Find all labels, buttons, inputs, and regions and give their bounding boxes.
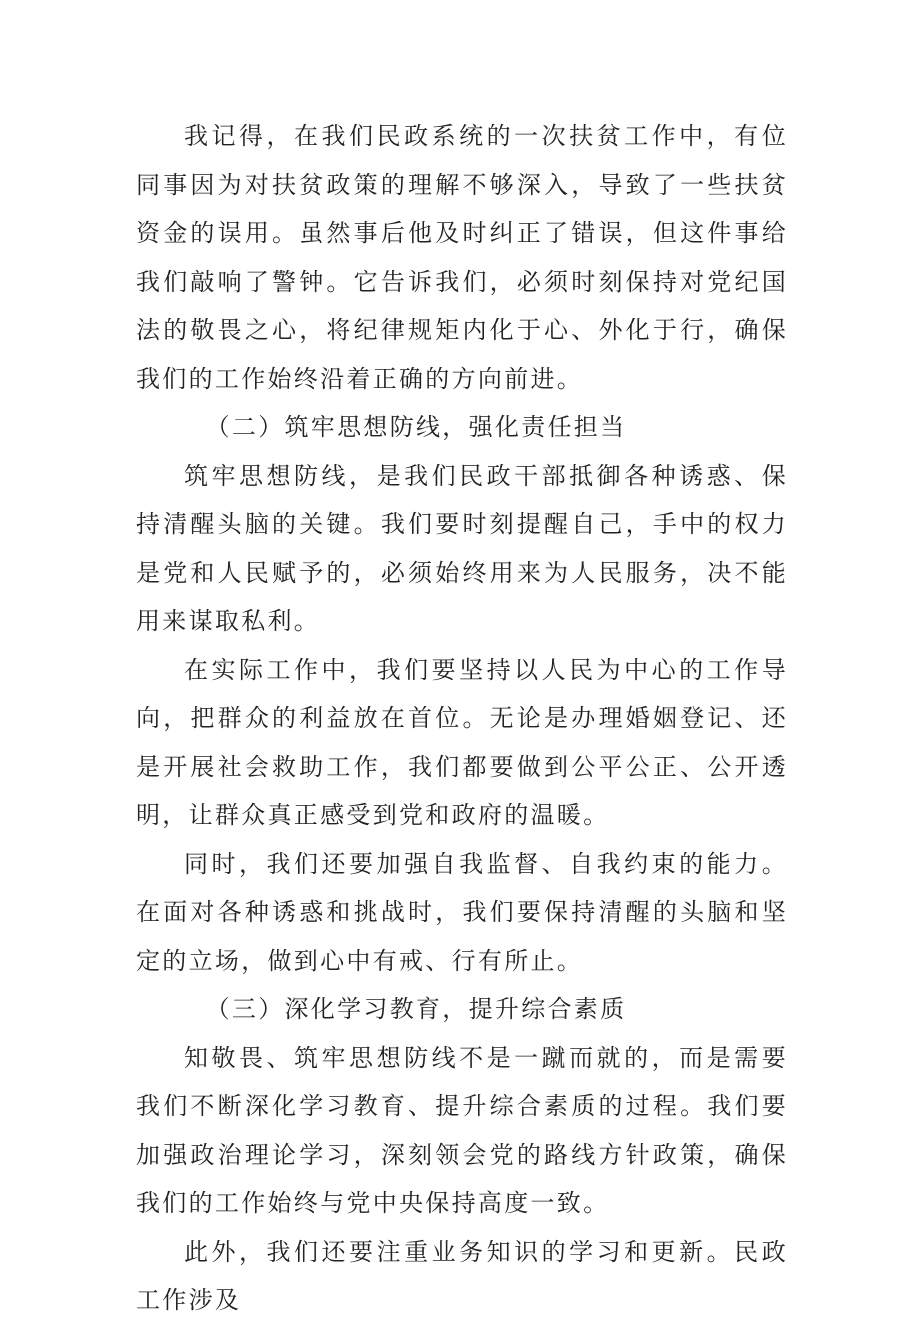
paragraph-self-supervision: 同时，我们还要加强自我监督、自我约束的能力。在面对各种诱惑和挑战时，我们要保持清醒的头脑和坚定的立场，做到心中有戒、行有所止。	[136, 849, 788, 975]
section-heading-3: （三）深化学习教育，提升综合素质	[205, 995, 627, 1023]
document-body	[136, 112, 788, 1325]
paragraph-business-knowledge: 此外，我们还要注重业务知识的学习和更新。民政工作涉及	[136, 1237, 788, 1314]
paragraph-people-centered: 在实际工作中，我们要坚持以人民为中心的工作导向，把群众的利益放在首位。无论是办理婚姻登记、还是开展社会救助工作，我们都要做到公平公正、公开透明，让群众真正感受到党和政府的温暖。	[136, 655, 788, 829]
paragraph-lesson-from-colleague: 我记得，在我们民政系统的一次扶贫工作中，有位同事因为对扶贫政策的理解不够深入，导致了一些扶贫资金的误用。虽然事后他及时纠正了错误，但这件事给我们敲响了警钟。它告诉我们，必须时刻保持对党纪国法的敬畏之心，将纪律规矩内化于心、外化于行，确保我们的工作始终沿着正确的方向前进。	[136, 122, 788, 393]
paragraph-ideological-defense: 筑牢思想防线，是我们民政干部抵御各种诱惑、保持清醒头脑的关键。我们要时刻提醒自己，手中的权力是党和人民赋予的，必须始终用来为人民服务，决不能用来谋取私利。	[136, 461, 788, 635]
section-heading-2: （二）筑牢思想防线，强化责任担当	[205, 413, 627, 441]
paragraph-study-education: 知敬畏、筑牢思想防线不是一蹴而就的，而是需要我们不断深化学习教育、提升综合素质的过程。我们要加强政治理论学习，深刻领会党的路线方针政策，确保我们的工作始终与党中央保持高度一致。	[136, 1043, 788, 1217]
